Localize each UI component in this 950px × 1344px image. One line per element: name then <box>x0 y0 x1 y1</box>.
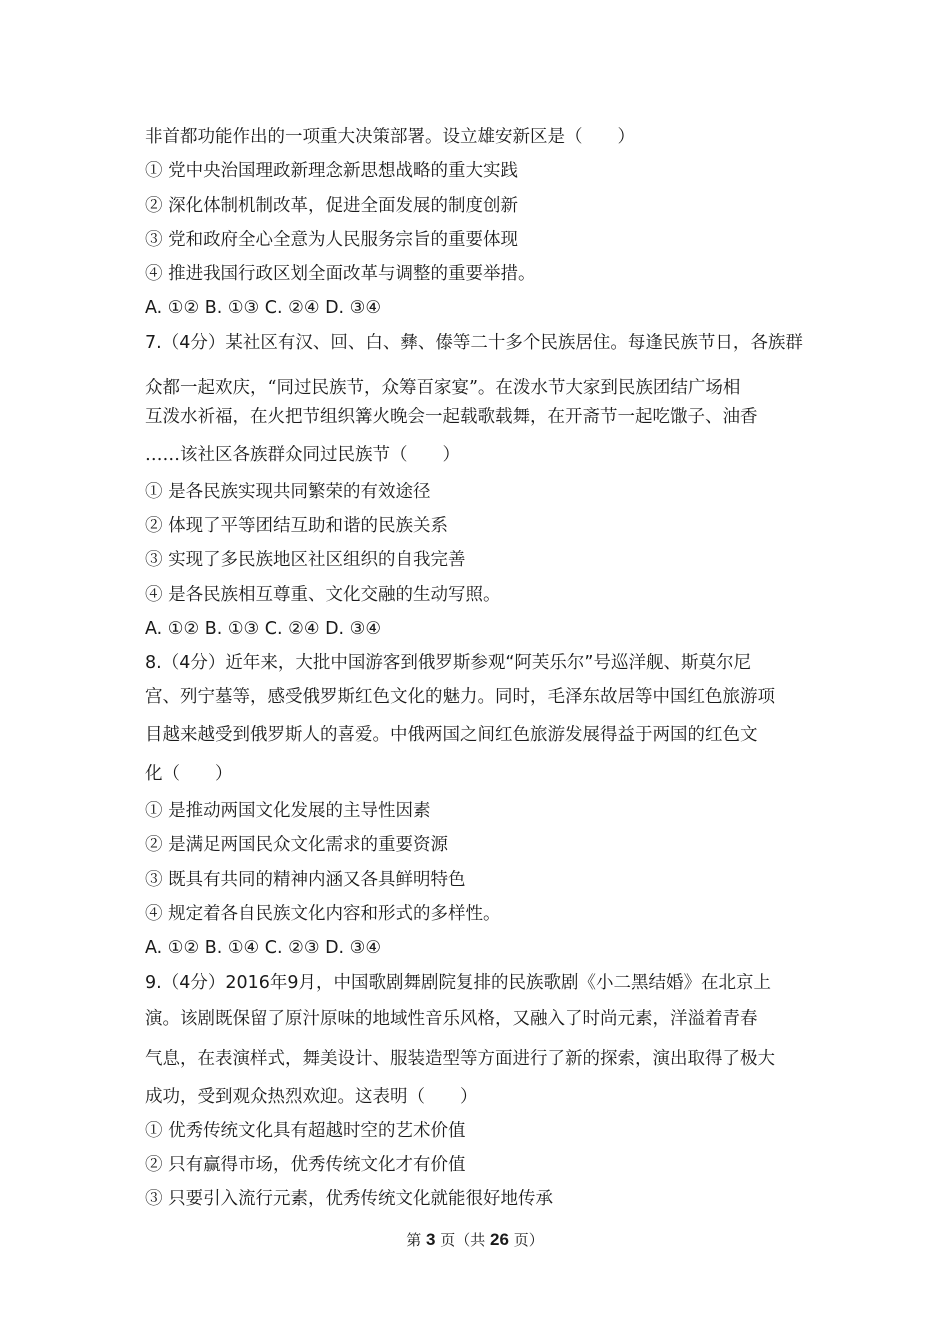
text-line: 7.（4分）某社区有汉、回、白、彝、傣等二十多个民族居住。每逢民族节日，各族群 <box>145 333 803 353</box>
text-line: ② 体现了平等团结互助和谐的民族关系 <box>145 516 449 536</box>
current-page-number: 3 <box>426 1230 436 1249</box>
text-line: 成功，受到观众热烈欢迎。这表明（ ） <box>145 1087 478 1107</box>
text-line: ① 优秀传统文化具有超越时空的艺术价值 <box>145 1121 466 1141</box>
text-line: 8.（4分）近年来，大批中国游客到俄罗斯参观“阿芙乐尔”号巡洋舰、斯莫尔尼 <box>145 653 751 673</box>
text-line: ……该社区各族群众同过民族节（ ） <box>145 445 460 465</box>
text-line: ③ 党和政府全心全意为人民服务宗旨的重要体现 <box>145 230 519 250</box>
text-line: ① 是各民族实现共同繁荣的有效途径 <box>145 482 431 502</box>
text-line: A. ①② B. ①④ C. ②③ D. ③④ <box>145 938 382 958</box>
text-line: 气息，在表演样式，舞美设计、服装造型等方面进行了新的探索，演出取得了极大 <box>145 1049 775 1069</box>
text-line: A. ①② B. ①③ C. ②④ D. ③④ <box>145 298 382 318</box>
text-line: 众都一起欢庆，“同过民族节，众筹百家宴”。在泼水节大家到民族团结广场相 <box>145 378 741 398</box>
text-line: A. ①② B. ①③ C. ②④ D. ③④ <box>145 619 382 639</box>
text-line: ③ 既具有共同的精神内涵又各具鲜明特色 <box>145 870 466 890</box>
total-page-count: 26 <box>490 1230 509 1249</box>
text-line: 演。该剧既保留了原汁原味的地域性音乐风格，又融入了时尚元素，洋溢着青春 <box>145 1009 758 1029</box>
text-line: ④ 规定着各自民族文化内容和形式的多样性。 <box>145 904 501 924</box>
text-line: ① 党中央治国理政新理念新思想战略的重大实践 <box>145 161 519 181</box>
text-line: ② 只有赢得市场，优秀传统文化才有价值 <box>145 1155 466 1175</box>
text-line: ③ 只要引入流行元素，优秀传统文化就能很好地传承 <box>145 1189 554 1209</box>
text-line: 互泼水祈福，在火把节组织篝火晚会一起载歌载舞，在开斋节一起吃馓子、油香 <box>145 407 758 427</box>
text-line: 9.（4分）2016年9月，中国歌剧舞剧院复排的民族歌剧《小二黑结婚》在北京上 <box>145 973 771 993</box>
text-line: ④ 是各民族相互尊重、文化交融的生动写照。 <box>145 585 501 605</box>
page-footer <box>0 1229 950 1250</box>
text-line: ④ 推进我国行政区划全面改革与调整的重要举措。 <box>145 264 536 284</box>
footer-suffix: 页） <box>508 1231 544 1249</box>
text-line: 宫、列宁墓等，感受俄罗斯红色文化的魅力。同时，毛泽东故居等中国红色旅游项 <box>145 687 775 707</box>
text-line: ② 是满足两国民众文化需求的重要资源 <box>145 835 449 855</box>
text-line: ③ 实现了多民族地区社区组织的自我完善 <box>145 550 466 570</box>
footer-middle: 页（共 <box>435 1231 491 1249</box>
text-line: 化（ ） <box>145 764 233 784</box>
text-line: 目越来越受到俄罗斯人的喜爱。中俄两国之间红色旅游发展得益于两国的红色文 <box>145 725 758 745</box>
text-line: ① 是推动两国文化发展的主导性因素 <box>145 801 431 821</box>
text-line: ② 深化体制机制改革，促进全面发展的制度创新 <box>145 196 519 216</box>
text-line: 非首都功能作出的一项重大决策部署。设立雄安新区是（ ） <box>145 127 635 147</box>
footer-prefix: 第 <box>406 1231 427 1249</box>
